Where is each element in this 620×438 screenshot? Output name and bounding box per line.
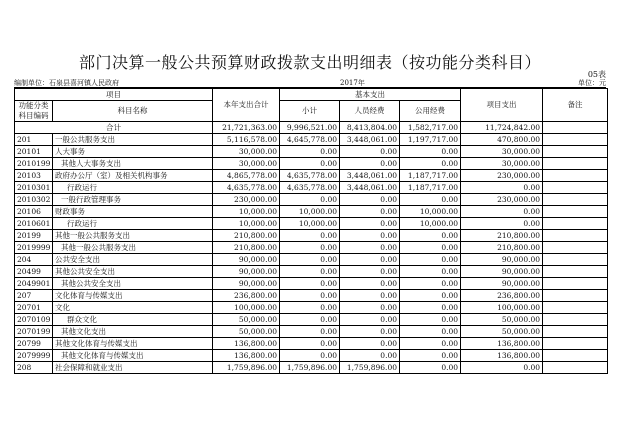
total-cell-subtotal: 9,996,521.00	[280, 122, 340, 134]
row-name: 文化	[53, 302, 213, 314]
header-code: 功能分类科目编码	[15, 101, 53, 122]
row-project: 0.00	[461, 206, 543, 218]
row-remark	[543, 338, 608, 350]
row-remark	[543, 242, 608, 254]
row-remark	[543, 350, 608, 362]
row-code: 2070199	[15, 326, 53, 338]
row-name: 文化体育与传媒支出	[53, 290, 213, 302]
row-project: 470,800.00	[461, 134, 543, 146]
row-remark	[543, 362, 608, 374]
row-personnel: 0.00	[340, 338, 400, 350]
row-name: 群众文化	[53, 314, 213, 326]
row-subtotal: 0.00	[280, 326, 340, 338]
row-total: 10,000.00	[213, 206, 280, 218]
total-cell-total: 21,721,363.00	[213, 122, 280, 134]
row-name: 一般公共服务支出	[53, 134, 213, 146]
header-project-expense: 项目支出	[461, 89, 543, 122]
row-public: 10,000.00	[400, 206, 461, 218]
row-personnel: 0.00	[340, 242, 400, 254]
row-name: 一般行政管理事务	[53, 194, 213, 206]
row-name: 人大事务	[53, 146, 213, 158]
row-subtotal: 0.00	[280, 278, 340, 290]
row-code: 201	[15, 134, 53, 146]
row-total: 5,116,578.00	[213, 134, 280, 146]
row-project: 30,000.00	[461, 146, 543, 158]
table-row	[15, 338, 608, 350]
row-total: 50,000.00	[213, 314, 280, 326]
total-cell-remark	[543, 122, 608, 134]
header-basic: 基本支出	[280, 89, 461, 101]
row-subtotal: 4,645,778.00	[280, 134, 340, 146]
row-total: 100,000.00	[213, 302, 280, 314]
row-remark	[543, 134, 608, 146]
row-code: 2010302	[15, 194, 53, 206]
table-row	[15, 218, 608, 230]
row-personnel: 0.00	[340, 158, 400, 170]
row-code: 2010199	[15, 158, 53, 170]
row-public: 0.00	[400, 326, 461, 338]
row-remark	[543, 230, 608, 242]
row-subtotal: 1,759,896.00	[280, 362, 340, 374]
row-public: 0.00	[400, 230, 461, 242]
table-row	[15, 242, 608, 254]
row-subtotal: 0.00	[280, 302, 340, 314]
row-project: 50,000.00	[461, 314, 543, 326]
row-total: 1,759,896.00	[213, 362, 280, 374]
table-row	[15, 146, 608, 158]
row-project: 0.00	[461, 362, 543, 374]
row-personnel: 0.00	[340, 266, 400, 278]
row-subtotal: 0.00	[280, 194, 340, 206]
row-remark	[543, 314, 608, 326]
row-project: 210,800.00	[461, 230, 543, 242]
row-code: 208	[15, 362, 53, 374]
row-name: 公共安全支出	[53, 254, 213, 266]
row-personnel: 0.00	[340, 350, 400, 362]
row-public: 0.00	[400, 254, 461, 266]
row-code: 2079999	[15, 350, 53, 362]
table-row	[15, 134, 608, 146]
row-personnel: 3,448,061.00	[340, 170, 400, 182]
row-subtotal: 0.00	[280, 230, 340, 242]
total-cell-public: 1,582,717.00	[400, 122, 461, 134]
row-code: 20701	[15, 302, 53, 314]
header-remark: 备注	[543, 89, 608, 122]
row-subtotal: 0.00	[280, 146, 340, 158]
row-public: 0.00	[400, 242, 461, 254]
expenditure-table	[14, 88, 608, 374]
row-name: 其他文化体育与传媒支出	[53, 350, 213, 362]
row-remark	[543, 302, 608, 314]
table-row	[15, 254, 608, 266]
table-row	[15, 230, 608, 242]
row-name: 行政运行	[53, 218, 213, 230]
row-public: 10,000.00	[400, 218, 461, 230]
row-total: 4,865,778.00	[213, 170, 280, 182]
row-code: 20101	[15, 146, 53, 158]
row-code: 20199	[15, 230, 53, 242]
row-remark	[543, 170, 608, 182]
total-cell-project: 11,724,842.00	[461, 122, 543, 134]
row-personnel: 0.00	[340, 230, 400, 242]
row-public: 0.00	[400, 194, 461, 206]
table-row	[15, 290, 608, 302]
row-total: 4,635,778.00	[213, 182, 280, 194]
table-row	[15, 158, 608, 170]
row-project: 230,000.00	[461, 170, 543, 182]
row-public: 0.00	[400, 302, 461, 314]
row-public: 1,197,717.00	[400, 134, 461, 146]
row-subtotal: 10,000.00	[280, 206, 340, 218]
row-name: 其他一般公共服务支出	[53, 230, 213, 242]
row-total: 210,800.00	[213, 230, 280, 242]
row-remark	[543, 278, 608, 290]
row-project: 90,000.00	[461, 266, 543, 278]
header-total: 本年支出合计	[213, 89, 280, 122]
row-total: 90,000.00	[213, 266, 280, 278]
row-subtotal: 0.00	[280, 158, 340, 170]
row-public: 0.00	[400, 266, 461, 278]
table-row	[15, 194, 608, 206]
row-code: 207	[15, 290, 53, 302]
header-subtotal: 小计	[280, 101, 340, 122]
row-public: 0.00	[400, 362, 461, 374]
row-remark	[543, 290, 608, 302]
row-public: 0.00	[400, 290, 461, 302]
row-name: 其他一般公共服务支出	[53, 242, 213, 254]
row-personnel: 0.00	[340, 206, 400, 218]
row-total: 10,000.00	[213, 218, 280, 230]
report-year: 2017年	[340, 79, 365, 87]
row-public: 1,187,717.00	[400, 182, 461, 194]
row-code: 20799	[15, 338, 53, 350]
row-subtotal: 0.00	[280, 350, 340, 362]
row-code: 204	[15, 254, 53, 266]
row-name: 其他文化体育与传媒支出	[53, 338, 213, 350]
row-personnel: 0.00	[340, 314, 400, 326]
row-total: 210,800.00	[213, 242, 280, 254]
row-remark	[543, 218, 608, 230]
row-remark	[543, 206, 608, 218]
table-row	[15, 326, 608, 338]
row-subtotal: 10,000.00	[280, 218, 340, 230]
table-row	[15, 206, 608, 218]
row-name: 其他公共安全支出	[53, 266, 213, 278]
row-code: 2010601	[15, 218, 53, 230]
row-remark	[543, 254, 608, 266]
table-row	[15, 182, 608, 194]
row-name: 其他文化支出	[53, 326, 213, 338]
row-project: 230,000.00	[461, 194, 543, 206]
row-code: 20106	[15, 206, 53, 218]
total-label: 合计	[15, 122, 213, 134]
row-subtotal: 0.00	[280, 290, 340, 302]
row-total: 230,000.00	[213, 194, 280, 206]
row-personnel: 0.00	[340, 302, 400, 314]
row-name: 财政事务	[53, 206, 213, 218]
row-remark	[543, 266, 608, 278]
row-personnel: 0.00	[340, 326, 400, 338]
row-project: 90,000.00	[461, 278, 543, 290]
header-personnel: 人员经费	[340, 101, 400, 122]
row-personnel: 0.00	[340, 254, 400, 266]
currency-unit: 单位：元	[578, 79, 606, 87]
row-public: 0.00	[400, 350, 461, 362]
row-personnel: 0.00	[340, 146, 400, 158]
row-project: 90,000.00	[461, 254, 543, 266]
table-row	[15, 350, 608, 362]
row-code: 20103	[15, 170, 53, 182]
row-project: 210,800.00	[461, 242, 543, 254]
table-row	[15, 266, 608, 278]
row-remark	[543, 182, 608, 194]
table-row	[15, 314, 608, 326]
row-total: 30,000.00	[213, 158, 280, 170]
row-public: 1,187,717.00	[400, 170, 461, 182]
row-total: 50,000.00	[213, 326, 280, 338]
row-total: 90,000.00	[213, 278, 280, 290]
table-row	[15, 362, 608, 374]
row-personnel: 0.00	[340, 278, 400, 290]
row-subtotal: 0.00	[280, 242, 340, 254]
row-project: 50,000.00	[461, 326, 543, 338]
row-project: 100,000.00	[461, 302, 543, 314]
header-name: 科目名称	[53, 101, 213, 122]
row-project: 30,000.00	[461, 158, 543, 170]
row-subtotal: 0.00	[280, 314, 340, 326]
row-personnel: 1,759,896.00	[340, 362, 400, 374]
row-code: 2019999	[15, 242, 53, 254]
row-subtotal: 0.00	[280, 338, 340, 350]
total-cell-personnel: 8,413,804.00	[340, 122, 400, 134]
row-project: 136,800.00	[461, 350, 543, 362]
row-personnel: 3,448,061.00	[340, 134, 400, 146]
row-remark	[543, 158, 608, 170]
total-row	[15, 122, 608, 134]
row-total: 136,800.00	[213, 350, 280, 362]
row-remark	[543, 326, 608, 338]
row-public: 0.00	[400, 314, 461, 326]
row-total: 136,800.00	[213, 338, 280, 350]
row-project: 136,800.00	[461, 338, 543, 350]
table-row	[15, 170, 608, 182]
table-row	[15, 278, 608, 290]
row-personnel: 0.00	[340, 218, 400, 230]
row-name: 政府办公厅（室）及相关机构事务	[53, 170, 213, 182]
row-personnel: 0.00	[340, 194, 400, 206]
row-name: 其他人大事务支出	[53, 158, 213, 170]
row-public: 0.00	[400, 338, 461, 350]
row-subtotal: 0.00	[280, 254, 340, 266]
row-public: 0.00	[400, 158, 461, 170]
row-code: 2010301	[15, 182, 53, 194]
row-remark	[543, 194, 608, 206]
row-remark	[543, 146, 608, 158]
row-total: 90,000.00	[213, 254, 280, 266]
row-project: 0.00	[461, 218, 543, 230]
row-subtotal: 4,635,778.00	[280, 170, 340, 182]
row-total: 30,000.00	[213, 146, 280, 158]
row-project: 236,800.00	[461, 290, 543, 302]
row-personnel: 0.00	[340, 290, 400, 302]
row-public: 0.00	[400, 278, 461, 290]
row-name: 行政运行	[53, 182, 213, 194]
form-number: 05表	[587, 70, 606, 79]
row-public: 0.00	[400, 146, 461, 158]
row-code: 2049901	[15, 278, 53, 290]
row-personnel: 3,448,061.00	[340, 182, 400, 194]
row-code: 20499	[15, 266, 53, 278]
unit-name: 编制单位：石泉县喜河镇人民政府	[14, 79, 119, 87]
row-name: 其他公共安全支出	[53, 278, 213, 290]
row-code: 2070109	[15, 314, 53, 326]
row-total: 236,800.00	[213, 290, 280, 302]
row-subtotal: 4,635,778.00	[280, 182, 340, 194]
row-project: 0.00	[461, 182, 543, 194]
row-name: 社会保障和就业支出	[53, 362, 213, 374]
row-subtotal: 0.00	[280, 266, 340, 278]
table-row	[15, 302, 608, 314]
header-project: 项目	[15, 89, 213, 101]
page-title: 部门决算一般公共预算财政拨款支出明细表（按功能分类科目）	[78, 53, 541, 72]
header-public: 公用经费	[400, 101, 461, 122]
